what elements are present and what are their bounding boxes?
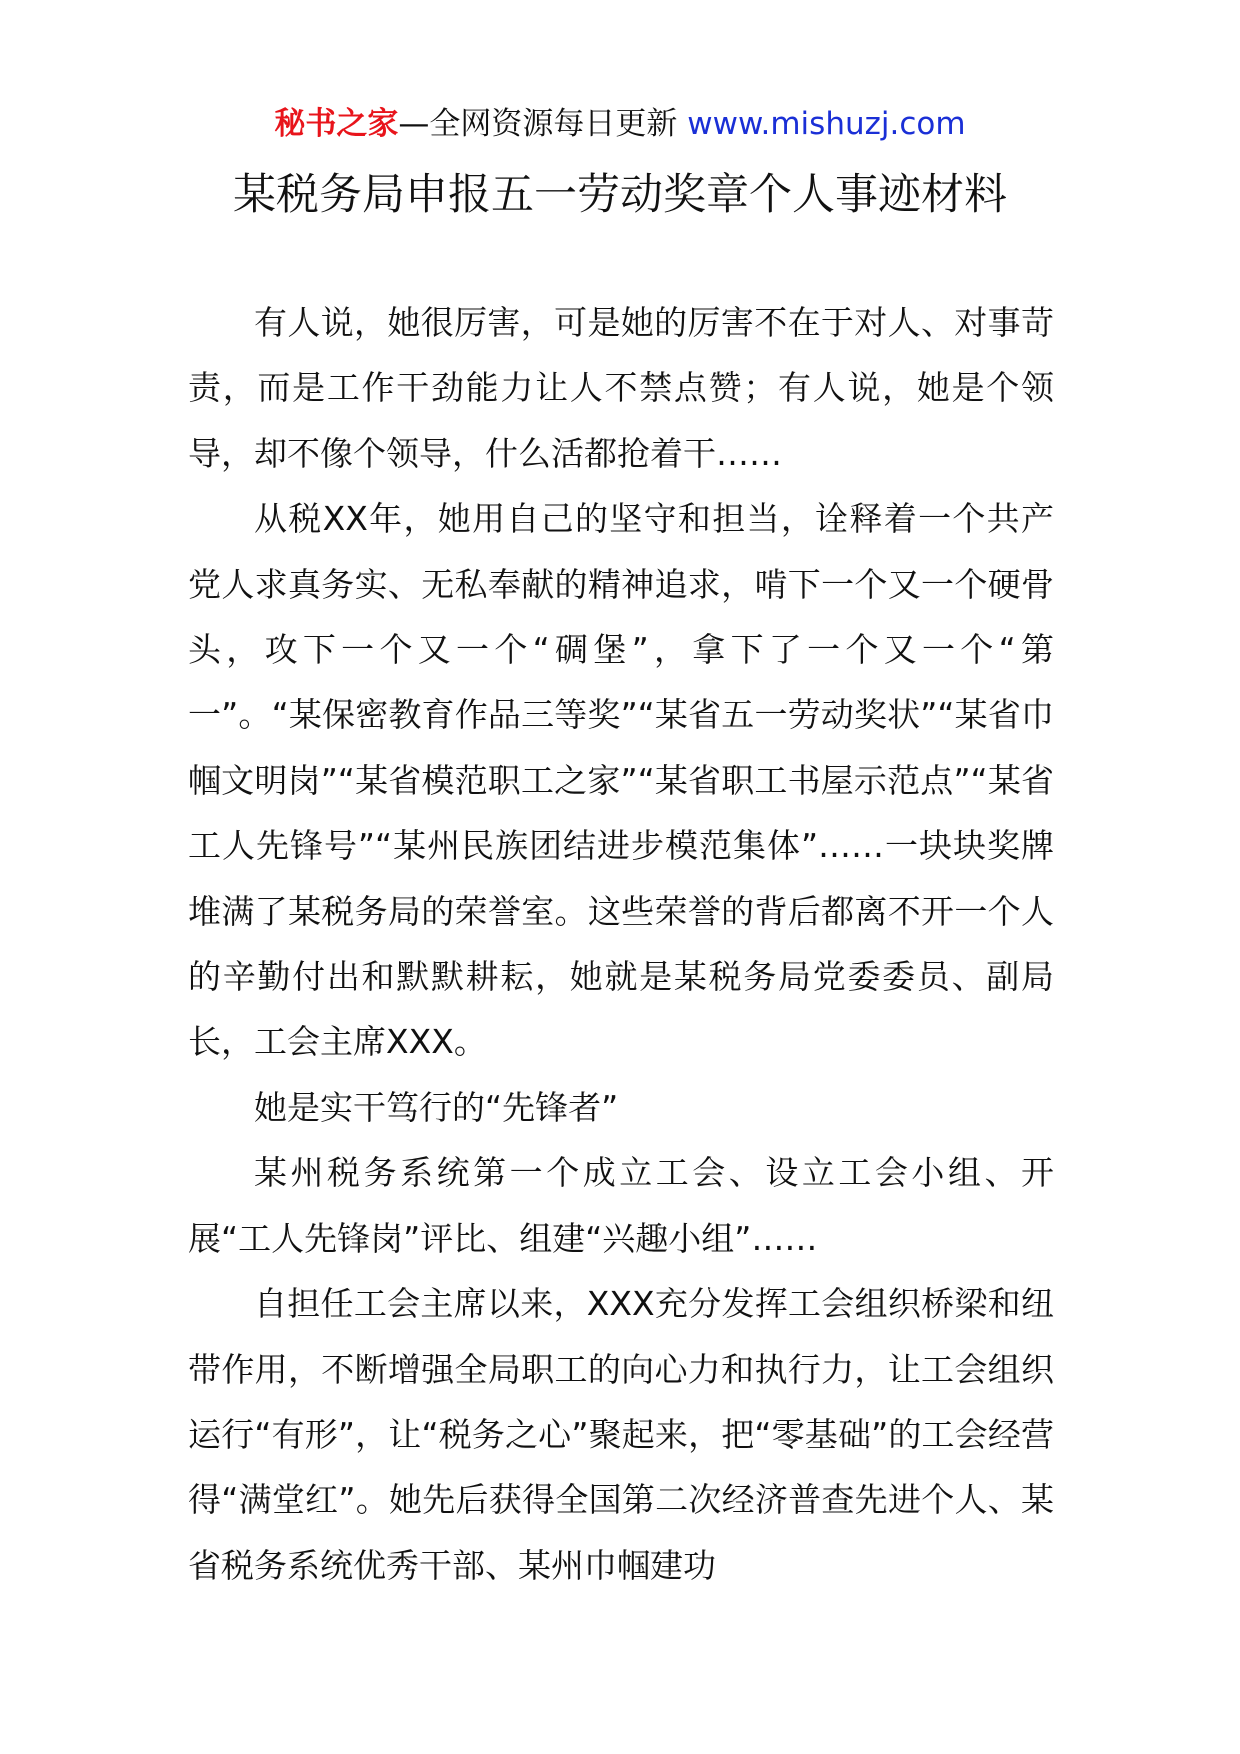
- paragraph-union-work: 自担任工会主席以来，XXX充分发挥工会组织桥梁和纽带作用，不断增强全局职工的向心力和执行力，让工会组织运行“有形”，让“税务之心”聚起来，把“零基础”的工会经营得“满堂红”。她先后获得全国第二次经济普查先进个人、某省税务系统优秀干部、某州巾帼建功: [188, 1284, 1054, 1585]
- paragraph-intro: 有人说，她很厉害，可是她的厉害不在于对人、对事苛责，而是工作干劲能力让人不禁点赞；有人说，她是个领导，却不像个领导，什么活都抢着干……: [188, 303, 1054, 473]
- site-tagline: —全网资源每日更新: [398, 106, 688, 142]
- site-url-link[interactable]: www.mishuzj.com: [687, 106, 966, 142]
- site-header: [0, 100, 1240, 148]
- paragraph-honors: 从税XX年，她用自己的坚守和担当，诠释着一个共产党人求真务实、无私奉献的精神追求，啃下一个又一个硬骨头，攻下一个又一个“碉堡”，拿下了一个又一个“第一”。“某保密教育作品三等奖”“某省五一劳动奖状”“某省巾帼文明岗”“某省模范职工之家”“某省职工书屋示范点”“某省工人先锋号”“某州民族团结进步模范集体”……一块块奖牌堆满了某税务局的荣誉室。这些荣誉的背后都离不开一个人的辛勤付出和默默耕耘，她就是某税务局党委委员、副局长，工会主席XXX。: [188, 499, 1054, 1062]
- document-title: 某税务局申报五一劳动奖章个人事迹材料: [233, 170, 1007, 220]
- document-body: [188, 290, 1054, 1598]
- site-brand: 秘书之家: [274, 106, 399, 142]
- paragraph-firsts: 某州税务系统第一个成立工会、设立工会小组、开展“工人先锋岗”评比、组建“兴趣小组”……: [188, 1153, 1054, 1258]
- section-heading: 她是实干笃行的“先锋者”: [254, 1087, 619, 1127]
